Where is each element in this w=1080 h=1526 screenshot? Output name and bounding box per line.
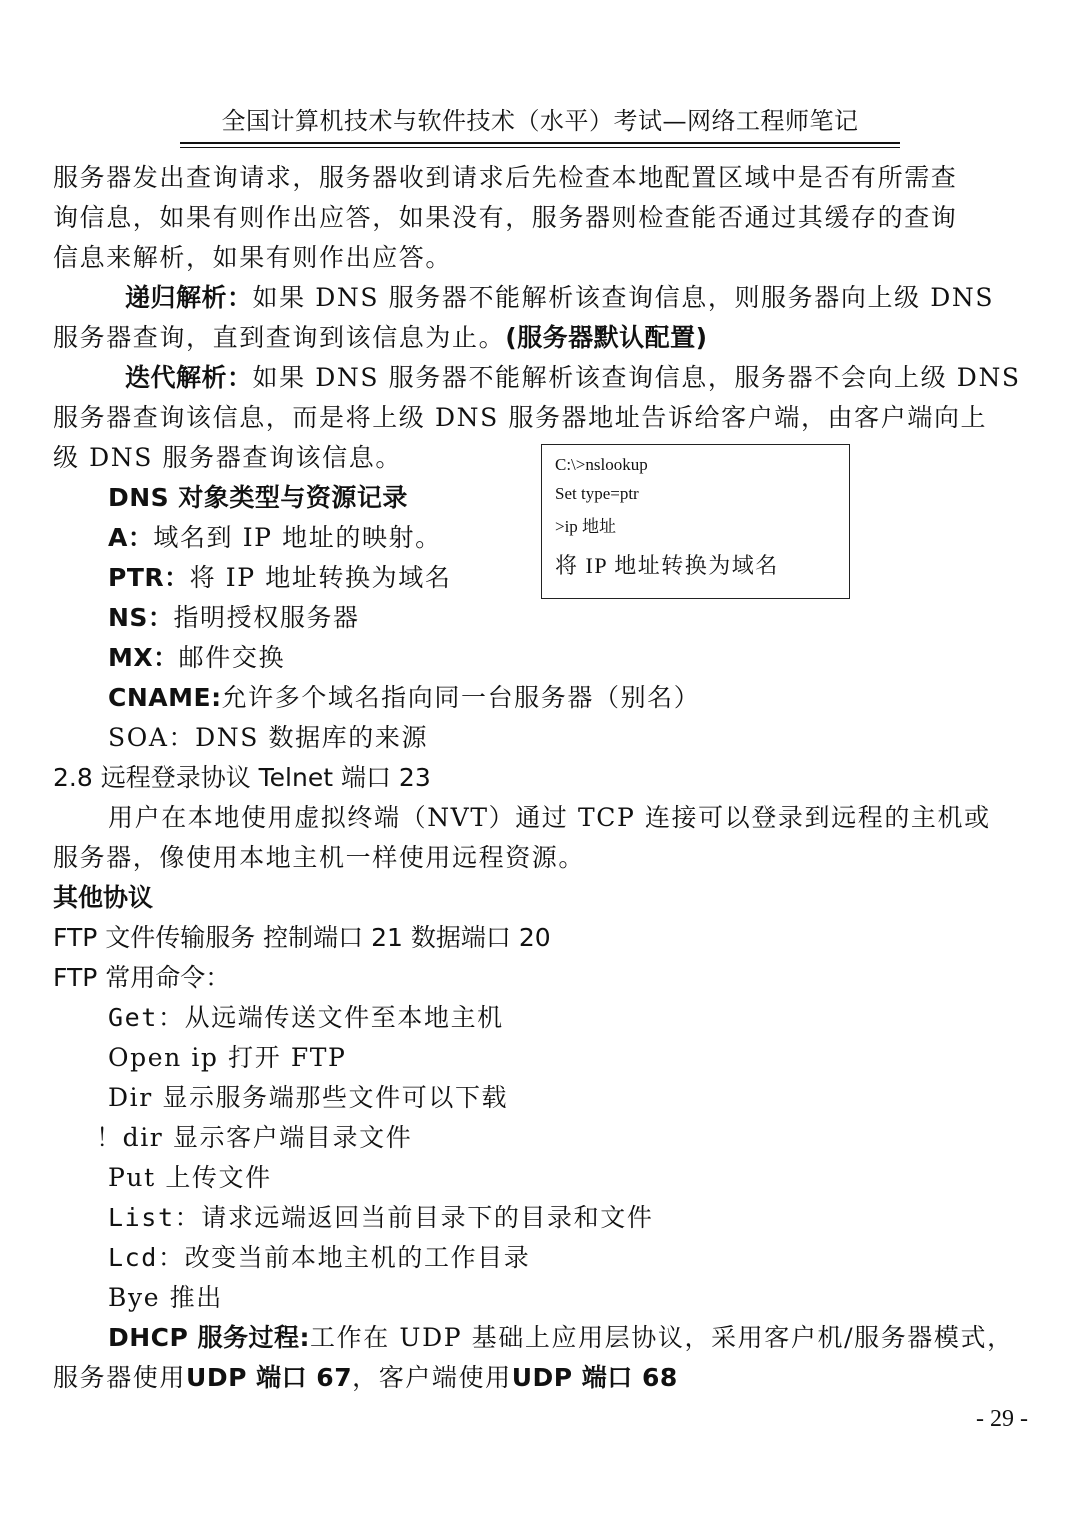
nslookup-note: 将 IP 地址转换为域名: [555, 553, 779, 578]
telnet-line-1: 用户在本地使用虚拟终端（NVT）通过 TCP 连接可以登录到远程的主机或: [108, 803, 991, 832]
nslookup-command: C:\>nslookup: [555, 455, 648, 474]
other-protocols-heading: 其他协议: [53, 883, 154, 912]
record-ns: [108, 598, 360, 638]
command-key: ！dir: [96, 1123, 173, 1152]
telnet-heading: 2.8 远程登录协议 Telnet 端口 23: [53, 763, 431, 792]
recursive-text-1: 如果 DNS 服务器不能解析该查询信息，则服务器向上级 DNS: [252, 283, 995, 312]
telnet-line-2: 服务器，像使用本地主机一样使用远程资源。: [53, 843, 586, 872]
command-text: 改变当前本地主机的工作目录: [184, 1243, 531, 1272]
records-heading: DNS 对象类型与资源记录: [108, 483, 408, 512]
ftp-command-get: [108, 998, 504, 1038]
record-text: 指明授权服务器: [173, 603, 360, 632]
record-key: MX：: [108, 643, 179, 672]
command-text: 显示服务端那些文件可以下载: [162, 1083, 509, 1112]
command-text: 显示客户端目录文件: [172, 1123, 413, 1152]
command-key: List：: [108, 1203, 202, 1232]
record-soa: [108, 718, 428, 758]
command-key: Open ip: [108, 1043, 229, 1072]
record-ptr: [108, 558, 451, 598]
ftp-command-local-dir: [96, 1118, 412, 1158]
record-cname: [108, 678, 700, 718]
recursive-line-2: [53, 318, 708, 358]
iterative-line-1: [125, 358, 1021, 398]
command-text: 从远端传送文件至本地主机: [184, 1003, 504, 1032]
intro-line-1: 服务器发出查询请求，服务器收到请求后先检查本地配置区域中是否有所需查: [53, 163, 958, 192]
nslookup-set-type: Set type=ptr: [555, 484, 639, 503]
nslookup-ip: >ip 地址: [555, 517, 617, 536]
iterative-term: 迭代解析：: [125, 363, 253, 392]
command-key: Bye: [108, 1283, 170, 1312]
record-key: PTR：: [108, 563, 190, 592]
dhcp-text-1: 工作在 UDP 基础上应用层协议，采用客户机/服务器模式，: [310, 1323, 1014, 1352]
command-key: Lcd：: [108, 1243, 185, 1272]
command-text: 推出: [169, 1283, 223, 1312]
record-text: 将 IP 地址转换为域名: [189, 563, 452, 592]
record-text: 域名到 IP 地址的映射。: [153, 523, 442, 552]
page-header-title: 全国计算机技术与软件技术（水平）考试—网络工程师笔记: [221, 107, 859, 135]
command-text: 上传文件: [165, 1163, 272, 1192]
ftp-command-put: [108, 1158, 272, 1198]
ftp-command-bye: [108, 1278, 223, 1318]
dhcp-line-1: [108, 1318, 1014, 1358]
record-key: CNAME:: [108, 683, 222, 712]
ftp-command-open: [108, 1038, 346, 1078]
recursive-note: (服务器默认配置): [505, 323, 708, 352]
page-number: - 29 -: [976, 1406, 1028, 1432]
record-key: NS：: [108, 603, 174, 632]
recursive-term: 递归解析：: [125, 283, 253, 312]
command-key: Dir: [108, 1083, 163, 1112]
recursive-text-2: 服务器查询，直到查询到该信息为止。: [53, 323, 506, 352]
iterative-line-2: 服务器查询该信息，而是将上级 DNS 服务器地址告诉给客户端，由客户端向上: [53, 403, 988, 432]
ftp-commands-heading: FTP 常用命令：: [53, 963, 231, 992]
header-rule-thick: [180, 142, 900, 144]
record-a: [108, 518, 442, 558]
command-key: Put: [108, 1163, 166, 1192]
dhcp-term: DHCP 服务过程:: [108, 1323, 311, 1352]
nslookup-box: [541, 444, 850, 599]
record-key: SOA：: [108, 723, 196, 752]
header-rule-thin: [180, 147, 900, 148]
intro-line-2: 询信息，如果有则作出应答，如果没有，服务器则检查能否通过其缓存的查询: [53, 203, 958, 232]
record-mx: [108, 638, 285, 678]
dhcp-client-port: UDP 端口 68: [511, 1363, 678, 1392]
record-text: 允许多个域名指向同一台服务器（别名）: [221, 683, 701, 712]
ftp-command-list: [108, 1198, 653, 1238]
record-text: 邮件交换: [178, 643, 286, 672]
iterative-text-1: 如果 DNS 服务器不能解析该查询信息，服务器不会向上级 DNS: [252, 363, 1021, 392]
command-key: Get：: [108, 1003, 185, 1032]
ftp-command-lcd: [108, 1238, 530, 1278]
record-key: A：: [108, 523, 154, 552]
ftp-ports-line: FTP 文件传输服务 控制端口 21 数据端口 20: [53, 923, 551, 952]
record-text: DNS 数据库的来源: [195, 723, 429, 752]
command-text: 请求远端返回当前目录下的目录和文件: [201, 1203, 654, 1232]
recursive-line-1: [125, 278, 994, 318]
intro-line-3: 信息来解析，如果有则作出应答。: [53, 243, 453, 272]
command-text: 打开 FTP: [228, 1043, 347, 1072]
dhcp-line-2: 服务器使用UDP 端口 67，客户端使用UDP 端口 68: [53, 1363, 678, 1392]
iterative-line-3: 级 DNS 服务器查询该信息。: [53, 443, 402, 472]
dhcp-server-port: UDP 端口 67: [186, 1363, 353, 1392]
ftp-command-dir: [108, 1078, 508, 1118]
